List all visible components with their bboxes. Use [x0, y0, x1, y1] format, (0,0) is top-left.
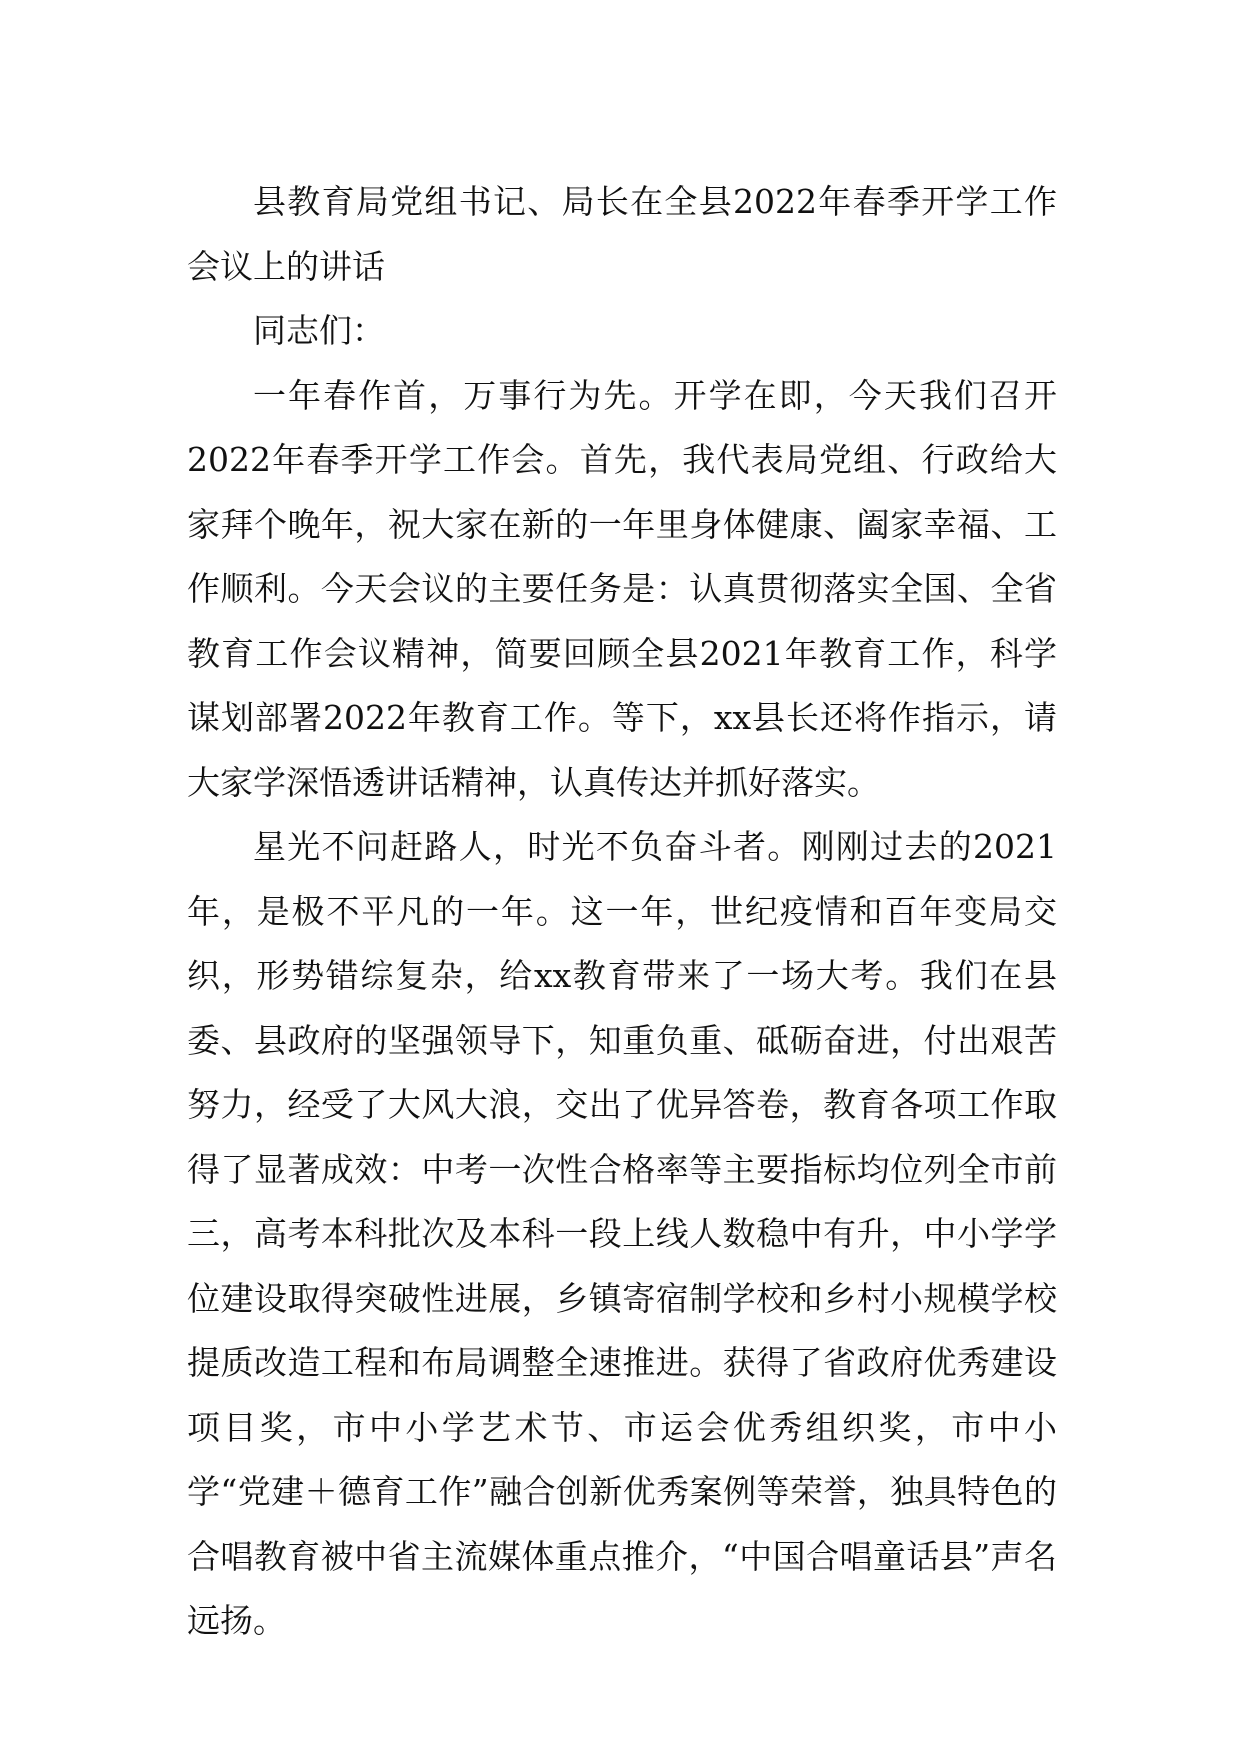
paragraph-opening: 一年春作首，万事行为先。开学在即，今天我们召开2022年春季开学工作会。首先，我代表局党组、行政给大家拜个晚年，祝大家在新的一年里身体健康、阖家幸福、工作顺利。今天会议的主要任务是：认真贯彻落实全国、全省教育工作会议精神，简要回顾全县2021年教育工作，科学谋划部署2022年教育工作。等下，xx县长还将作指示，请大家学深悟透讲话精神，认真传达并抓好落实。	[187, 375, 1057, 802]
document-body	[187, 170, 1057, 1654]
paragraph-review: 星光不问赶路人，时光不负奋斗者。刚刚过去的2021年，是极不平凡的一年。这一年，世纪疫情和百年变局交织，形势错综复杂，给xx教育带来了一场大考。我们在县委、县政府的坚强领导下，知重负重、砥砺奋进，付出艰苦努力，经受了大风大浪，交出了优异答卷，教育各项工作取得了显著成效：中考一次性合格率等主要指标均位列全市前三，高考本科批次及本科一段上线人数稳中有升，中小学学位建设取得突破性进展，乡镇寄宿制学校和乡村小规模学校提质改造工程和布局调整全速推进。获得了省政府优秀建设项目奖，市中小学艺术节、市运会优秀组织奖，市中小学“党建＋德育工作”融合创新优秀案例等荣誉，独具特色的合唱教育被中省主流媒体重点推介，“中国合唱童话县”声名远扬。	[187, 827, 1057, 1640]
salutation: 同志们：	[253, 311, 385, 350]
document-title: 县教育局党组书记、局长在全县2022年春季开学工作会议上的讲话	[187, 182, 1057, 286]
